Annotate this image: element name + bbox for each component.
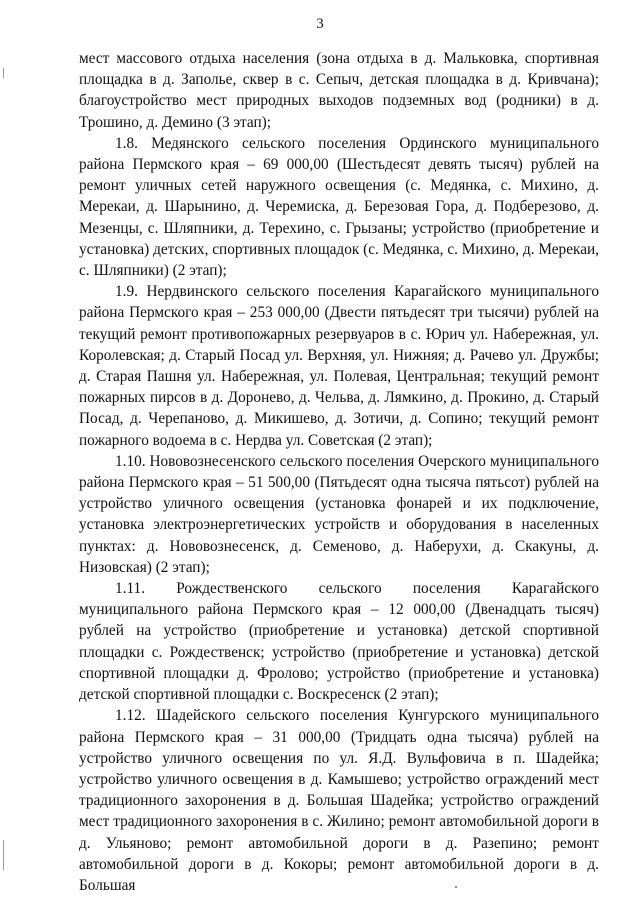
- document-body: [79, 48, 599, 896]
- page-number: 3: [316, 16, 324, 32]
- paragraph-item-1-9: 1.9. Нердвинского сельского поселения Карагайского муниципального района Пермского края – 253 000,00 (Двести пятьдесят три тысячи) рублей на текущий ремонт противопожарных резервуаров в с. Юрич ул. Набережная, ул. Королевская; д. Старый Посад ул. Верхняя, ул. Нижняя; д. Рачево ул. Дружбы; д. Старая Пашня ул. Набережная, ул. Полевая, Центральная; текущий ремонт пожарных пирсов в д. Доронево, д. Чельва, д. Лямкино, д. Прокино, д. Старый Посад, д. Черепаново, д. Микишево, д. Зотичи, д. Сопино; текущий ремонт пожарного водоема в с. Нердва ул. Советская (2 этап);: [79, 283, 599, 449]
- scan-dot-mark: [455, 886, 457, 888]
- paragraph-item-1-8: 1.8. Медянского сельского поселения Ординского муниципального района Пермского края – 69 000,00 (Шестьдесят девять тысяч) рублей на ремонт уличных сетей наружного освещения (с. Медянка, с. Михино, д. Мерекаи, д. Шарынино, д. Черемиска, д. Березовая Гора, д. Подберезово, д. Мезенцы, с. Шляпники, д. Терехино, с. Грызаны; устройство (приобретение и установка) детских, спортивных площадок (с. Медянка, с. Михино, д. Мерекаи, с. Шляпники) (2 этап);: [79, 134, 599, 280]
- continuation-paragraph: мест массового отдыха населения (зона отдыха в д. Мальковка, спортивная площадка в д. Заполье, сквер в с. Сепыч, детская площадка в д. Кривчана); благоустройство мест природных выходов подземных вод (родники) в д. Трошино, д. Демино (3 этап);: [79, 50, 599, 131]
- paragraph-item-1-12: 1.12. Шадейского сельского поселения Кунгурского муниципального района Пермского края – 31 000,00 (Тридцать одна тысяча) рублей на устройство уличного освещения по ул. Я.Д. Вульфовича в п. Шадейка; устройство уличного освещения в д. Камышево; устройство ограждений мест традиционного захоронения в д. Большая Шадейка; устройство ограждений мест традиционного захоронения в с. Жилино; ремонт автомобильной дороги в д. Ульяново; ремонт автомобильной дороги в д. Разепино; ремонт автомобильной дороги в д. Кокоры; ремонт автомобильной дороги в д. Большая: [79, 707, 599, 894]
- paragraph-item-1-10: 1.10. Нововознесенского сельского поселения Очерского муниципального района Пермского края – 51 500,00 (Пятьдесят одна тысяча пятьсот) рублей на устройство уличного освещения (установка фонарей и их подключение, установка электроэнергетических устройств и оборудования в населенных пунктах: д. Нововознесенск, д. Семеново, д. Наберухи, д. Скакуны, д. Низовская) (2 этап);: [79, 452, 599, 576]
- scan-edge-mark: [3, 840, 4, 870]
- scan-edge-mark: [3, 68, 4, 78]
- paragraph-item-1-11: 1.11. Рождественского сельского поселения Карагайского муниципального района Пермского края – 12 000,00 (Двенадцать тысяч) рублей на устройство (приобретение и установка) детской спортивной площадки с. Рождественск; устройство (приобретение и установка) детской спортивной площадки д. Фролово; устройство (приобретение и установка) детской спортивной площадки с. Воскресенск (2 этап);: [79, 580, 599, 704]
